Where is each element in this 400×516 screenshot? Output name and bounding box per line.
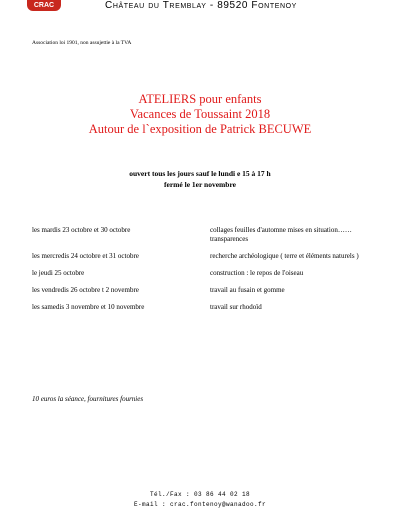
header-address: Château du Tremblay - 89520 Fontenoy — [105, 0, 297, 11]
schedule-activity: travail sur rhodoïd — [210, 303, 262, 311]
contact-info — [0, 490, 400, 510]
contact-phone: Tél./Fax : 03 86 44 02 18 — [149, 491, 250, 498]
schedule-row — [32, 286, 372, 295]
schedule-activity: recherche archéologique ( terre et éléments naturels ) — [210, 252, 359, 260]
hours-line-1: ouvert tous les jours sauf le lundi e 15 à 17 h — [129, 169, 271, 178]
contact-email: E-mail : crac.fontenoy@wanadoo.fr — [133, 501, 267, 508]
opening-hours — [0, 168, 400, 190]
schedule-date: les mercredis 24 octobre et 31 octobre — [32, 252, 139, 260]
crac-logo — [27, 0, 61, 11]
schedule-date: les mardis 23 octobre et 30 octobre — [32, 226, 131, 234]
schedule-row — [32, 252, 372, 261]
title-line-1: ATELIERS pour enfants — [138, 92, 262, 106]
hours-line-2: fermé le 1er novembre — [164, 180, 236, 189]
schedule-row — [32, 269, 372, 278]
association-note: Association loi 1901, non assujettie à la TVA — [32, 40, 132, 46]
schedule-activity: collages feuilles d'automne mises en situation……transparences — [210, 226, 352, 243]
title-line-3: Autour de l`exposition de Patrick BECUWE — [88, 122, 312, 136]
schedule-date: les vendredis 26 octobre t 2 novembre — [32, 286, 139, 294]
title-line-2: Vacances de Toussaint 2018 — [129, 107, 271, 121]
schedule-row — [32, 303, 372, 312]
schedule-date: le jeudi 25 octobre — [32, 269, 85, 277]
schedule-activity: construction : le repos de l'oiseau — [210, 269, 304, 277]
price-note: 10 euros la séance, fournitures fournies — [32, 395, 144, 403]
schedule-date: les samedis 3 novembre et 10 novembre — [32, 303, 145, 311]
page-title — [0, 92, 400, 137]
schedule-list — [32, 226, 372, 320]
schedule-activity: travail au fusain et gomme — [210, 286, 285, 294]
logo-text: CRAC — [33, 2, 55, 9]
schedule-row — [32, 226, 372, 244]
